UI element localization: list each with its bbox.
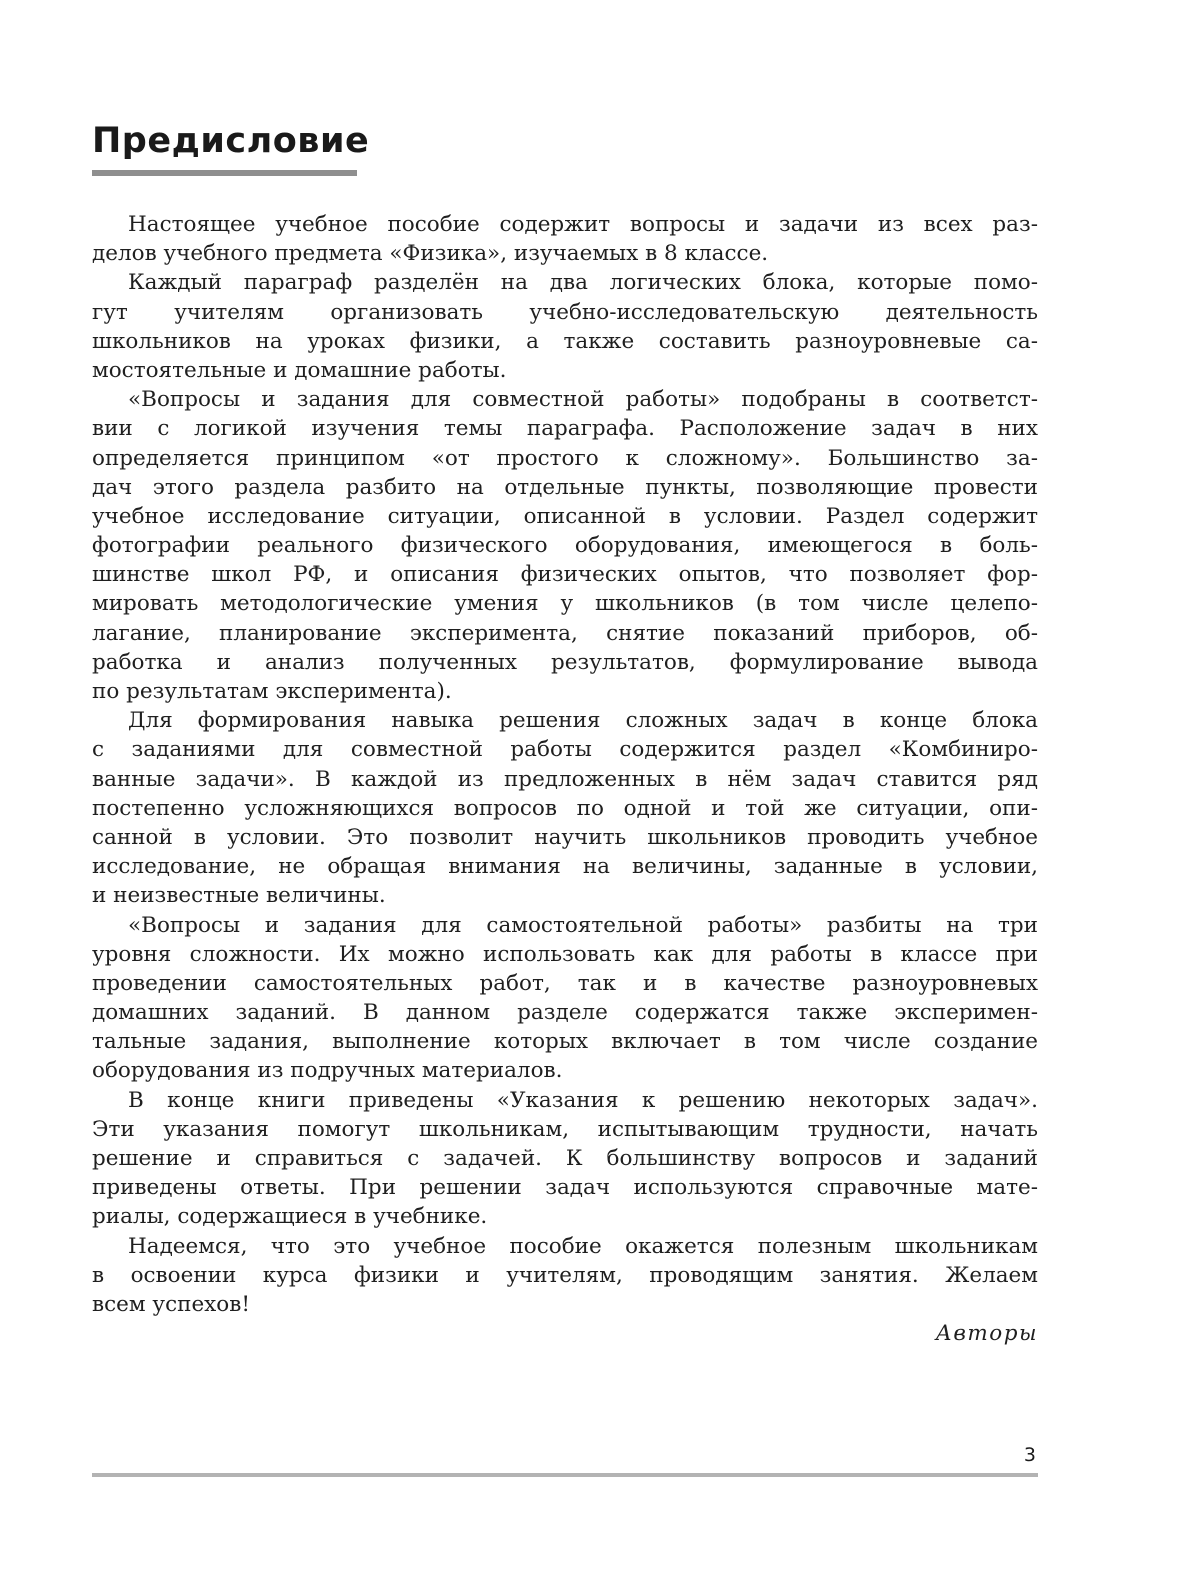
text-line: шинстве школ РФ, и описания физических опытов, что позволяет фор- [92, 562, 1038, 588]
text-line: дач этого раздела разбито на отдельные пункты, позволяющие провести [92, 474, 1038, 500]
paragraph [92, 1232, 1038, 1320]
text-line: и неизвестные величины. [92, 883, 386, 909]
text-line: делов учебного предмета «Физика», изучаемых в 8 классе. [92, 241, 769, 267]
page-number: 3 [1023, 1444, 1036, 1466]
text-line: мировать методологические умения у школьников (в том числе целепо- [92, 591, 1038, 617]
text-line: риалы, содержащиеся в учебнике. [92, 1204, 488, 1230]
text-line: определяется принципом «от простого к сложному». Большинство за- [92, 445, 1038, 471]
text-line: Для формирования навыка решения сложных задач в конце блока [128, 708, 1038, 734]
text-line: тальные задания, выполнение которых включает в том числе создание [92, 1029, 1038, 1055]
footer-divider [92, 1473, 1038, 1477]
text-line: работка и анализ полученных результатов, формулирование вывода [92, 649, 1038, 675]
text-line: Каждый параграф разделён на два логических блока, которые помо- [128, 270, 1038, 296]
text-line: учебное исследование ситуации, описанной в условии. Раздел содержит [92, 503, 1038, 529]
text-line: «Вопросы и задания для самостоятельной работы» разбиты на три [128, 912, 1038, 938]
text-line: решение и справиться с задачей. К большинству вопросов и заданий [92, 1146, 1038, 1171]
text-line: приведены ответы. При решении задач используются справочные мате- [92, 1175, 1038, 1201]
body-text [92, 210, 1038, 1348]
page-title: Предисловие [92, 121, 370, 161]
text-line: домашних заданий. В данном разделе содержатся также эксперимен- [92, 1000, 1038, 1026]
text-line: мостоятельные и домашние работы. [92, 357, 507, 383]
paragraph [92, 911, 1038, 1086]
text-line: постепенно усложняющихся вопросов по одной и той же ситуации, опи- [92, 795, 1038, 821]
authors-signature: Авторы [935, 1321, 1038, 1347]
text-line: «Вопросы и задания для совместной работы» подобраны в соответст- [128, 387, 1038, 413]
text-line: уровня сложности. Их можно использовать как для работы в классе при [92, 941, 1038, 967]
text-line: всем успехов! [92, 1291, 250, 1317]
title-underline [92, 170, 357, 176]
text-line: Эти указания помогут школьникам, испытывающим трудности, начать [92, 1116, 1038, 1142]
text-line: проведении самостоятельных работ, так и в качестве разноуровневых [92, 970, 1038, 996]
text-line: В конце книги приведены «Указания к решению некоторых задач». [128, 1087, 1038, 1113]
text-line: исследование, не обращая внимания на величины, заданные в условии, [92, 854, 1038, 880]
text-line: гут учителям организовать учебно-исследовательскую деятельность [92, 299, 1038, 325]
text-line: по результатам эксперимента). [92, 679, 452, 704]
text-line: оборудования из подручных материалов. [92, 1058, 563, 1084]
text-line: в освоении курса физики и учителям, проводящим занятия. Желаем [92, 1262, 1038, 1288]
paragraph [92, 210, 1038, 268]
paragraph [92, 1086, 1038, 1232]
text-line: лагание, планирование эксперимента, снятие показаний приборов, об- [92, 620, 1038, 646]
text-line: Надеемся, что это учебное пособие окажется полезным школьникам [128, 1233, 1038, 1259]
paragraph [92, 706, 1038, 910]
text-line: Настоящее учебное пособие содержит вопросы и задачи из всех раз- [128, 212, 1038, 237]
paragraph [92, 268, 1038, 385]
text-line: ванные задачи». В каждой из предложенных в нём задач ставится ряд [92, 766, 1038, 792]
text-line: с заданиями для совместной работы содержится раздел «Комбиниро- [92, 737, 1038, 763]
text-line: вии с логикой изучения темы параграфа. Расположение задач в них [92, 416, 1038, 442]
text-line: фотографии реального физического оборудования, имеющегося в боль- [92, 533, 1038, 559]
text-line: школьников на уроках физики, а также составить разноуровневые са- [92, 328, 1038, 354]
text-line: санной в условии. Это позволит научить школьников проводить учебное [92, 824, 1038, 850]
paragraph [92, 385, 1038, 706]
